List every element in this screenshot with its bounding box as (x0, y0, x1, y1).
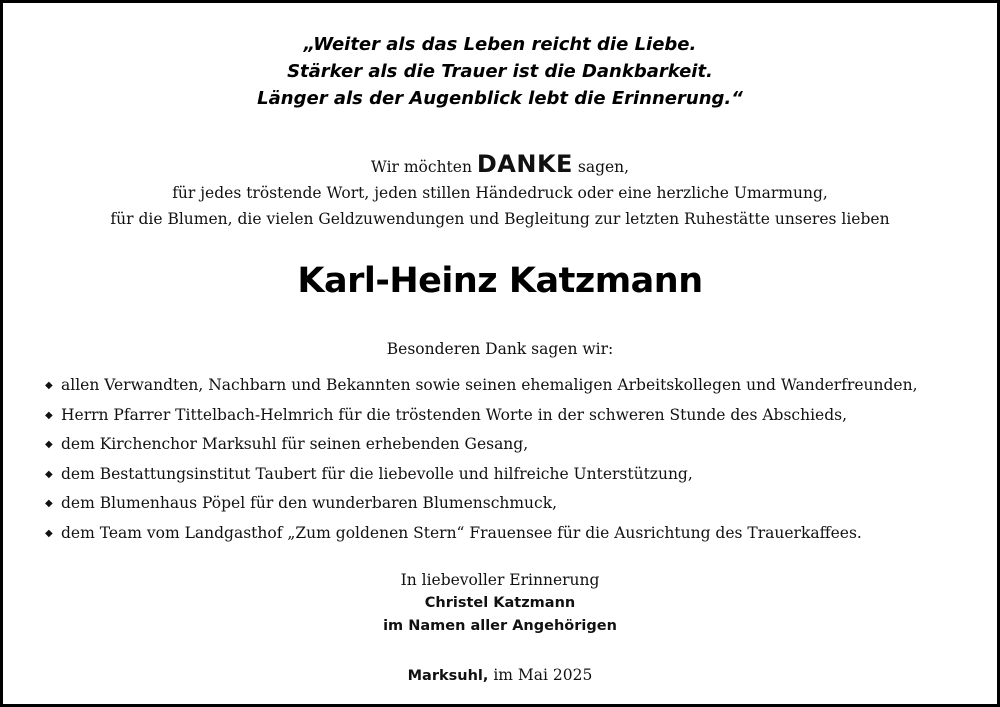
diamond-bullet-icon: ◆ (45, 498, 53, 509)
deceased-name: Karl-Heinz Katzmann (297, 261, 703, 301)
thanks-line-3: für die Blumen, die vielen Geldzuwendungen und Begleitung zur letzten Ruhestätte unseres lieben (110, 210, 890, 228)
closing-signature (3, 569, 997, 638)
list-item (45, 489, 918, 519)
danke-word: DANKE (476, 150, 573, 178)
list-item (45, 519, 918, 549)
list-item (45, 460, 918, 490)
diamond-bullet-icon: ◆ (45, 468, 53, 480)
quote-line-2: Stärker als die Trauer ist die Dankbarkeit. (287, 61, 713, 82)
list-item-text: dem Bestattungsinstitut Taubert für die liebevolle und hilfreiche Unterstützung, (61, 464, 693, 483)
diamond-bullet-icon: ◆ (45, 527, 53, 539)
quote-line-3: Länger als der Augenblick lebt die Erinnerung.“ (257, 88, 743, 109)
thanks-intro-post: sagen, (577, 158, 630, 176)
date: im Mai 2025 (493, 666, 593, 684)
list-item (45, 371, 918, 401)
quote-line-1: „Weiter als das Leben reicht die Liebe. (303, 34, 697, 55)
list-item-text: allen Verwandten, Nachbarn und Bekannten sowie seinen ehemaligen Arbeitskollegen und Wanderfreunden, (61, 376, 918, 394)
list-item-text: dem Kirchenchor Marksuhl für seinen erhebenden Gesang, (61, 435, 529, 453)
diamond-bullet-icon: ◆ (45, 409, 53, 421)
thanks-intro (3, 151, 997, 180)
memorial-quote (3, 31, 997, 112)
thanks-line-2: für jedes tröstende Wort, jeden stillen Händedruck oder eine herzliche Umarmung, (172, 184, 828, 202)
thanks-intro-pre: Wir möchten (370, 158, 472, 176)
place: Marksuhl, (407, 668, 489, 684)
list-item (45, 401, 918, 431)
signer-name: Christel Katzmann (424, 595, 576, 611)
list-item-text: Herrn Pfarrer Tittelbach-Helmrich für die tröstenden Worte in der schweren Stunde des Abschieds, (61, 405, 848, 424)
diamond-bullet-icon: ◆ (45, 439, 53, 450)
place-and-date (3, 666, 997, 684)
signer-note: im Namen aller Angehörigen (383, 618, 617, 634)
list-item (45, 430, 918, 460)
thanks-paragraph (3, 151, 997, 232)
diamond-bullet-icon: ◆ (45, 380, 53, 391)
special-thanks-heading: Besonderen Dank sagen wir: (386, 340, 614, 358)
closing-line-1: In liebevoller Erinnerung (400, 571, 600, 589)
list-item-text: dem Team vom Landgasthof „Zum goldenen Stern“ Frauensee für die Ausrichtung des Trauerkaffees. (61, 523, 862, 542)
special-thanks-list (45, 371, 918, 548)
list-item-text: dem Blumenhaus Pöpel für den wunderbaren Blumenschmuck, (61, 494, 558, 512)
